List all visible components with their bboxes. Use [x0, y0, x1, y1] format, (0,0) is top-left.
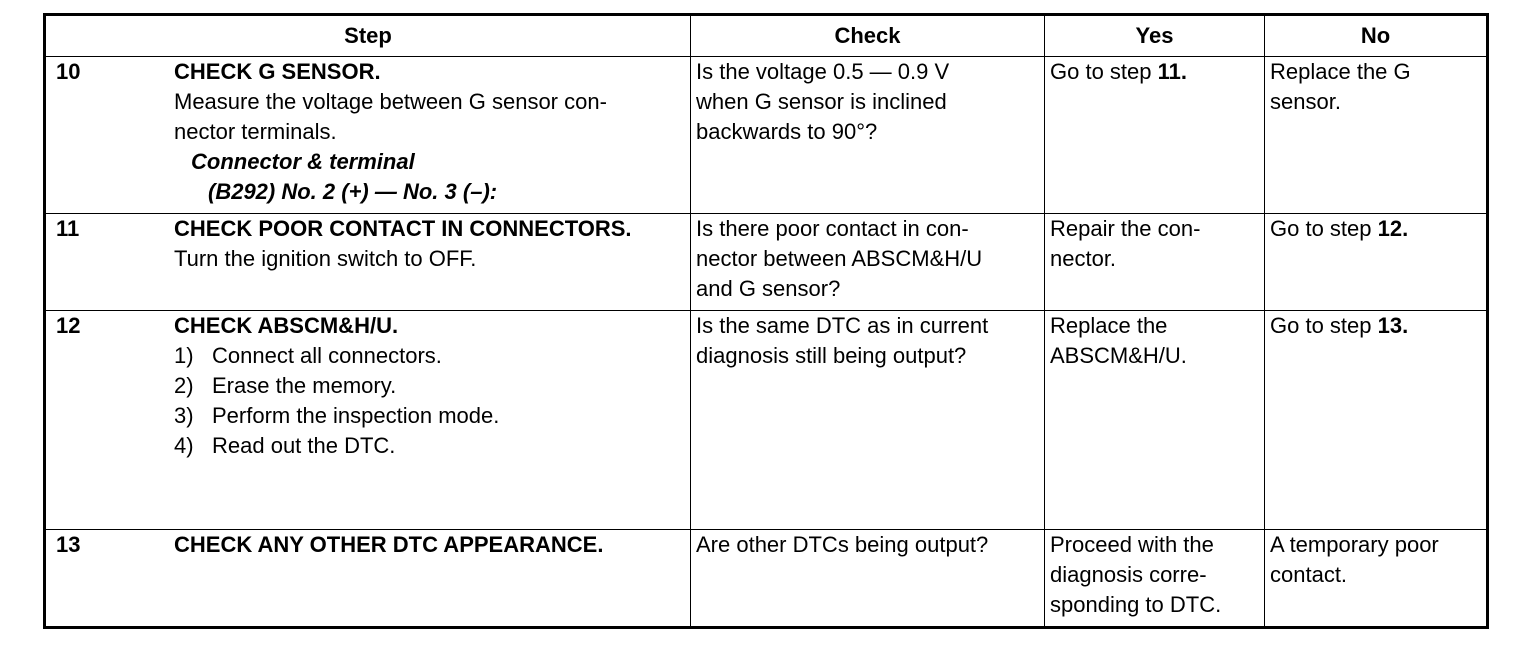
yes-cell [1045, 311, 1265, 530]
step-cell [45, 57, 691, 214]
header-row [45, 15, 1488, 57]
table-row [45, 57, 1488, 214]
list-item: 1) Connect all connectors. [174, 343, 442, 368]
step-number: 10 [56, 59, 81, 84]
no-line: sensor. [1270, 89, 1341, 114]
header-yes: Yes [1045, 15, 1265, 57]
check-cell [691, 530, 1045, 628]
no-cell [1265, 214, 1488, 311]
check-line: Is the voltage 0.5 — 0.9 V [696, 59, 950, 84]
no-cell [1265, 57, 1488, 214]
header-check: Check [691, 15, 1045, 57]
step-cell [45, 311, 691, 530]
no-step-ref: 12. [1377, 216, 1409, 241]
table-row [45, 530, 1488, 628]
step-number: 13 [56, 532, 81, 557]
check-cell [691, 214, 1045, 311]
header-no: No [1265, 15, 1488, 57]
step-title: CHECK POOR CONTACT IN CONNECTORS. [174, 216, 632, 241]
substep-list [174, 341, 685, 461]
step-cell [45, 530, 691, 628]
no-step-ref: 13. [1377, 313, 1409, 338]
check-line: nector between ABSCM&H/U [696, 246, 983, 271]
no-line: A temporary poor [1270, 532, 1439, 557]
step-cell [45, 214, 691, 311]
step-number: 12 [56, 313, 81, 338]
step-title: CHECK G SENSOR. [174, 59, 381, 84]
yes-line: nector. [1050, 246, 1117, 271]
step-number: 11 [56, 216, 80, 241]
list-item: 2) Erase the memory. [174, 373, 397, 398]
connector-value: (B292) No. 2 (+) — No. 3 (–): [208, 179, 498, 204]
step-desc-line: nector terminals. [174, 119, 337, 144]
check-line: Are other DTCs being output? [696, 532, 989, 557]
list-item: 4) Read out the DTC. [174, 433, 396, 458]
connector-label: Connector & terminal [191, 149, 415, 174]
yes-line: Proceed with the [1050, 532, 1214, 557]
check-line: backwards to 90°? [696, 119, 878, 144]
yes-text: Go to step [1050, 59, 1158, 84]
yes-line: diagnosis corre- [1050, 562, 1207, 587]
step-title: CHECK ABSCM&H/U. [174, 313, 399, 338]
yes-cell [1045, 530, 1265, 628]
check-line: and G sensor? [696, 276, 841, 301]
check-line: diagnosis still being output? [696, 343, 967, 368]
yes-line: sponding to DTC. [1050, 592, 1222, 617]
no-cell [1265, 530, 1488, 628]
list-item: 3) Perform the inspection mode. [174, 403, 500, 428]
step-title: CHECK ANY OTHER DTC APPEARANCE. [174, 532, 604, 557]
yes-cell [1045, 57, 1265, 214]
yes-step-ref: 11. [1157, 59, 1187, 84]
check-cell [691, 57, 1045, 214]
table-row [45, 311, 1488, 530]
no-text: Go to step [1270, 313, 1378, 338]
no-text: Go to step [1270, 216, 1378, 241]
diagnostic-table [43, 13, 1489, 629]
header-step: Step [45, 15, 691, 57]
yes-line: Replace the [1050, 313, 1168, 338]
yes-line: Repair the con- [1050, 216, 1201, 241]
check-line: Is there poor contact in con- [696, 216, 969, 241]
check-line: Is the same DTC as in current [696, 313, 989, 338]
no-line: contact. [1270, 562, 1348, 587]
table-row [45, 214, 1488, 311]
step-desc-line: Turn the ignition switch to OFF. [174, 246, 477, 271]
step-desc-line: Measure the voltage between G sensor con- [174, 89, 607, 114]
yes-line: ABSCM&H/U. [1050, 343, 1187, 368]
check-line: when G sensor is inclined [696, 89, 947, 114]
no-cell [1265, 311, 1488, 530]
yes-cell [1045, 214, 1265, 311]
no-line: Replace the G [1270, 59, 1411, 84]
check-cell [691, 311, 1045, 530]
